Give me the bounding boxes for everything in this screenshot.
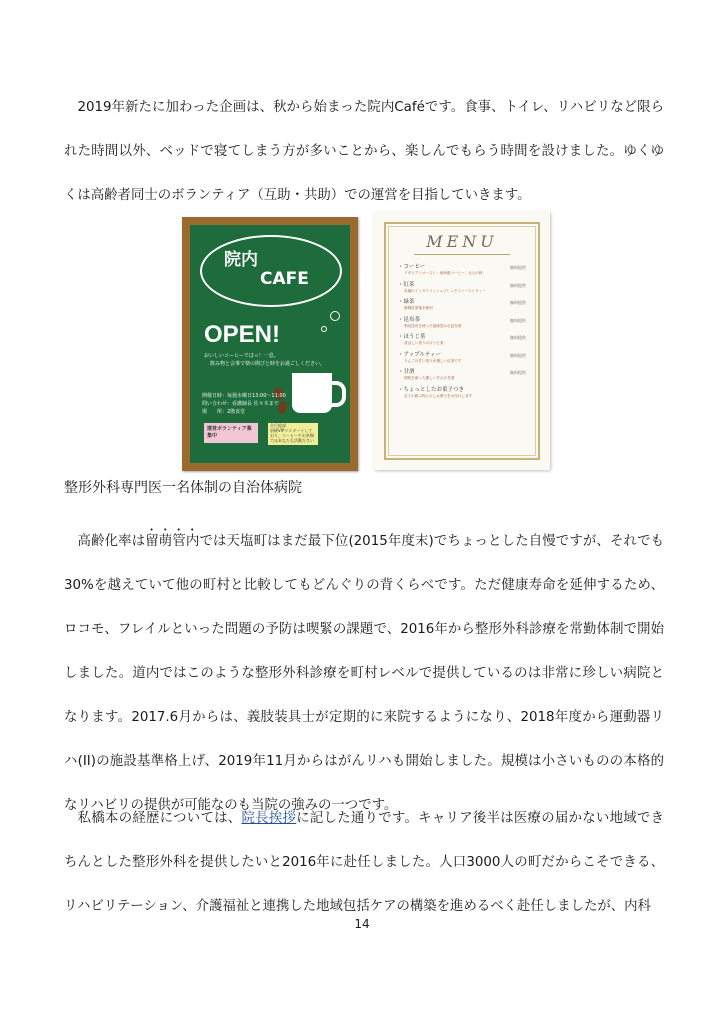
body-paragraph-3 [64,797,664,929]
paragraph-rest: では天塩町はまだ最下位(2015年度末)でちょっとした自慢ですが、それでも30%を越えていて他の町村と比較してもどんぐりの背くらべです。ただ健康寿命を延伸するため、ロコモ、フレイルといった問題の予防は喫緊の課題で、2016年から整形外科診療を常勤体制で開始しました。道内ではこのような整形外科診療を町村レベルで提供しているのは非常に珍しい病院となります。2017.6月からは、義肢装具士が定期的に来院するようになり、2018年度から運動器リハ(II)の施設基準格上げ、2019年11月からはがんリハも開始しました。規模は小さいものの本格的なリハビリの提供が可能なのも当院の強みの一つです。 [64,534,665,813]
menu-item-name: ・甘酒 [398,369,415,375]
menu-title: MENU [426,232,498,251]
poster-title-innai: 院内 [224,250,258,270]
coffee-mug-icon [292,373,332,413]
poster-info-1: 開催日時：毎週水曜日13:00～11:00 [202,393,286,399]
menu-item-name: ・アップルティー [398,351,441,358]
menu-item [398,387,526,405]
menu-item [398,369,526,387]
bubble-dot-large [330,311,340,321]
bubble-dot-small [321,326,327,332]
page-number: 14 [354,917,370,931]
cafe-menu [374,212,550,470]
notice-line-1: 合行総部 [270,423,286,428]
notice-line-4: でほあなたも活動ださい [270,438,314,443]
menu-item-name: ・ちょっとしたお菓子つき [398,386,465,393]
mug-handle-icon [328,381,346,407]
menu-item-name: ・緑茶 [398,299,415,305]
menu-item-desc: 香ばしい香りのほうじ茶 [404,341,444,345]
notice-line-3: おり、コーヒーやお茶類 [270,433,314,438]
poster-info-2: 問い合わせ：看護師長 佐々木まで [202,401,279,407]
menu-item [398,264,526,282]
menu-item-price: 無料提供 [510,317,526,323]
paragraph-lead: 私橋本の経歴については、 [77,811,242,826]
menu-item-name: ・ほうじ茶 [398,334,426,340]
body-paragraph-2 [64,520,664,828]
menu-item-desc: イタリアンロースト・東海道コーヒー、大人の味 [404,271,483,275]
menu-item [398,282,526,300]
menu-item-price: 無料提供 [510,352,526,358]
menu-item-desc: 静岡産茶葉を使用 [404,306,433,310]
menu-item-desc: りんごの甘い香りが優しい紅茶です [404,358,462,363]
menu-item-desc: 利尻昆布を使った風味豊かな昆布茶 [404,323,462,328]
poster-info-3: 場 所：2階食堂 [202,409,246,415]
menu-item-price: 無料提供 [510,265,526,270]
greeting-link[interactable]: 院長挨拶 [241,811,297,826]
menu-item-price: 無料提供 [510,370,526,375]
emphasized-text: 留萌管内 [145,534,200,549]
poster-tagline-2: 飲み物と会事で楽の開びと時をお過ごしください。 [210,361,326,367]
menu-item-name: ・紅茶 [398,281,415,288]
menu-item [398,317,526,335]
menu-item-price: 無料提供 [510,335,526,340]
menu-item [398,334,526,352]
menu-item-desc: 本場のインダイリッシュブレックファーストティー [404,288,486,293]
menu-item-desc: 全ての飲み物に少しお菓子をお付けします [404,393,473,398]
cafe-poster [182,217,358,471]
poster-tagline-1: おいしいコーヒーでほっ！一息。 [204,353,279,359]
menu-item-name: ・昆布茶 [398,316,421,323]
poster-open: OPEN! [204,321,281,348]
notice-line-2: 厨療VIPリスタートして [270,428,313,433]
menu-item-desc: 酒粕を使った優しい甘さの甘酒 [404,376,455,380]
menu-item [398,352,526,370]
menu-divider [414,254,510,255]
section-heading: 整形外科専門医一名体制の自治体病院 [64,480,302,496]
paragraph-rest: に記した通りです。キャリア後半は医療の届かない地域できちんとした整形外科を提供したいと2016年に赴任しました。人口3000人の町だからこそできる、リハビリテーション、介護福祉と連携した地域包括ケアの構築を進めるべく赴任しましたが、内科 [64,811,665,914]
menu-item [398,299,526,317]
menu-item-name: ・コーヒー [398,264,426,270]
menu-item-price: 無料提供 [510,282,526,288]
volunteer-sign [204,423,258,443]
menu-item-price: 無料提供 [510,300,526,305]
menu-list [398,264,526,404]
poster-title-cafe: CAFE [260,269,309,289]
volunteer-text: 運営ボランティア募集中 [207,426,252,439]
paragraph-lead: 高齢化率は [77,534,146,549]
notice-sign [268,423,318,445]
intro-paragraph: 2019年新たに加わった企画は、秋から始まった院内Caféです。食事、トイレ、リハビリなど限られた時間以外、ベッドで寝てしまう方が多いことから、楽しんでもらう時間を設けました。ゆくゆくは高齢者同士のボランティア（互助・共助）での運営を目指していきます。 [64,100,664,203]
chalkboard [190,225,350,463]
